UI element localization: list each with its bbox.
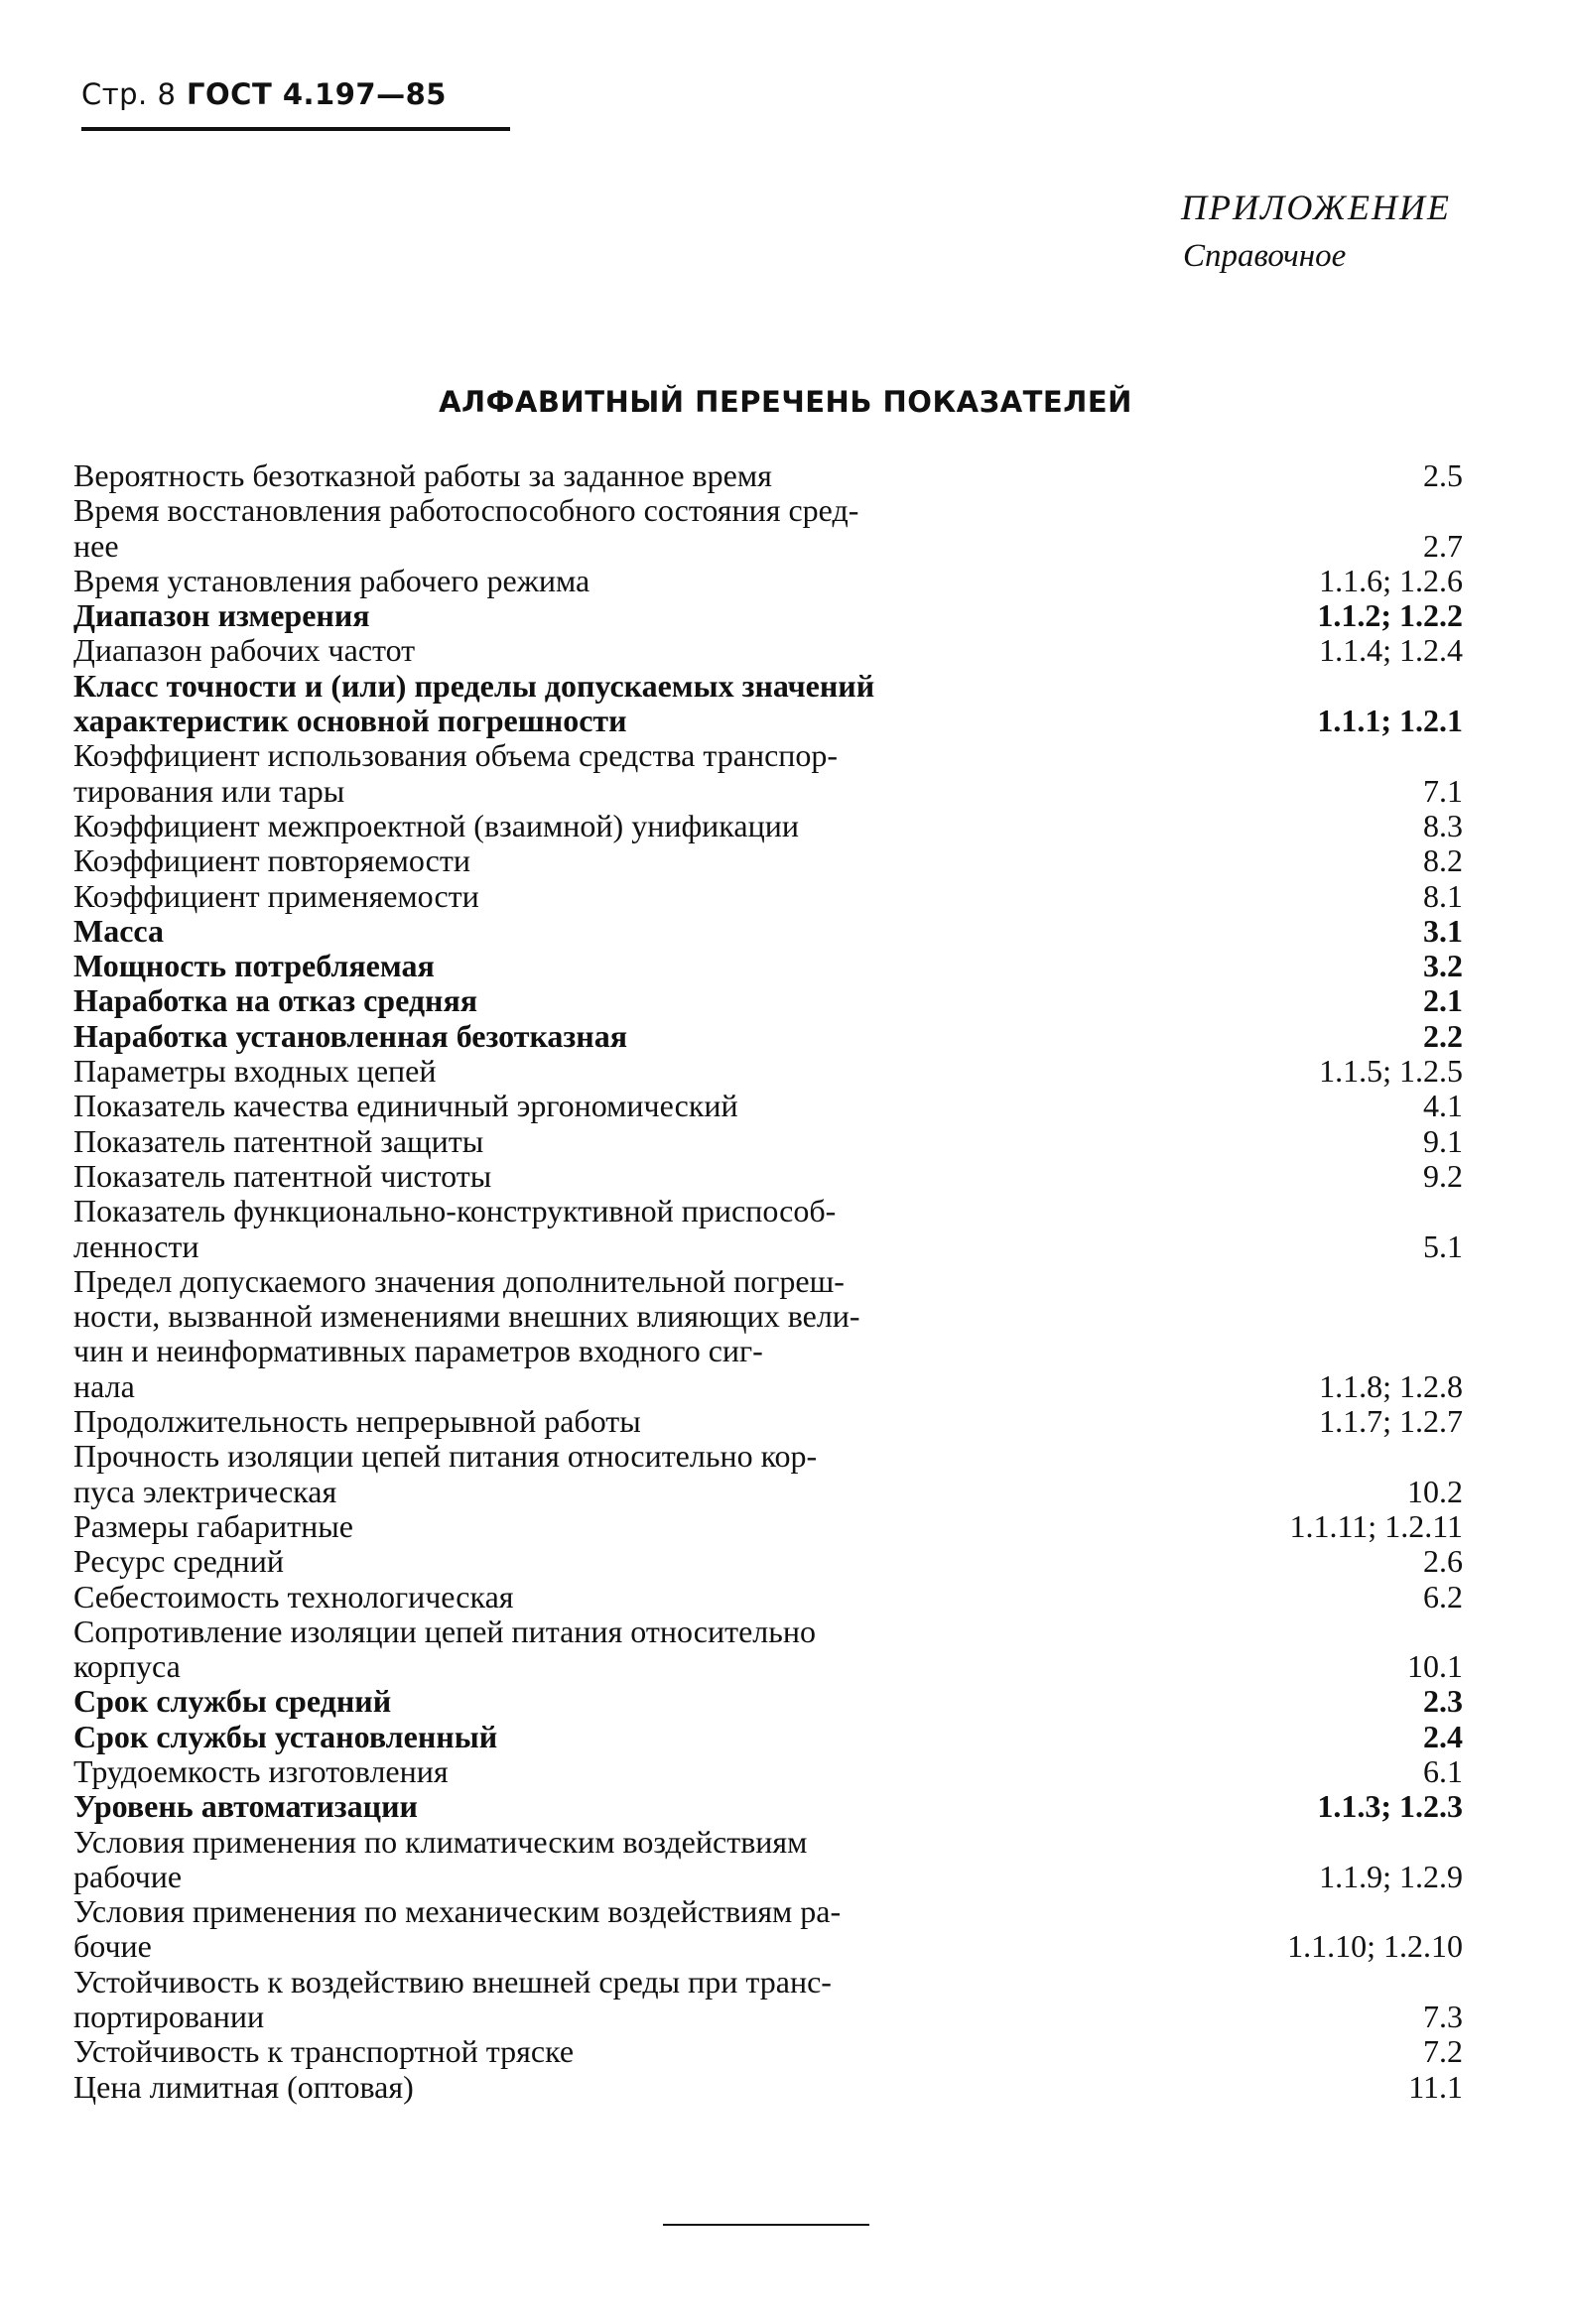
section-reference: 9.1 (1423, 1122, 1463, 1159)
indicator-name (73, 1754, 1036, 1789)
list-item (73, 1089, 1463, 1123)
indicator-name-line: Показатель качества единичный эргономический (73, 1088, 738, 1124)
section-reference: 5.1 (1423, 1227, 1463, 1264)
indicator-name-line: чин и неинформативных параметров входного сиг- (73, 1333, 763, 1369)
section-reference: 7.3 (1423, 1999, 1463, 2035)
section-reference: 9.2 (1423, 1157, 1463, 1194)
list-item (73, 1720, 1463, 1754)
header-rule (81, 127, 510, 131)
list-item (73, 1194, 1463, 1264)
section-reference: 1.1.3; 1.2.3 (1317, 1788, 1463, 1825)
indicator-name-line: Показатель патентной чистоты (73, 1157, 492, 1194)
indicator-name-line: Коэффициент повторяемости (73, 842, 470, 879)
indicator-name-line: Вероятность безотказной работы за заданное время (73, 457, 772, 493)
list-item (73, 983, 1463, 1018)
section-reference: 11.1 (1408, 2068, 1463, 2105)
indicator-name-line: Размеры габаритные (73, 1507, 353, 1544)
page-number: Стр. 8 (81, 77, 177, 111)
section-reference: 1.1.1; 1.2.1 (1317, 703, 1463, 739)
list-item (73, 1894, 1463, 1965)
indicator-name (73, 1264, 1036, 1404)
indicator-name (73, 1124, 1036, 1159)
section-reference: 8.2 (1423, 842, 1463, 879)
indicator-name (73, 1089, 1036, 1123)
list-item (73, 1054, 1463, 1089)
list-item (73, 1159, 1463, 1194)
indicator-name-line: Условия применения по механическим воздействиям ра- (73, 1893, 842, 1930)
indicator-name (73, 458, 1036, 493)
indicator-name (73, 1789, 1036, 1824)
indicator-name-line: Себестоимость технологическая (73, 1578, 514, 1614)
list-item (73, 1544, 1463, 1579)
indicator-name (73, 669, 1036, 739)
list-item (73, 633, 1463, 668)
indicator-name (73, 1965, 1036, 2035)
appendix-subtitle: Справочное (1183, 238, 1347, 274)
section-reference: 1.1.11; 1.2.11 (1289, 1507, 1463, 1544)
indicator-name (73, 1054, 1036, 1089)
indicator-name-line: рабочие (73, 1858, 183, 1894)
indicator-name (73, 2070, 1036, 2105)
indicator-name-line: Устойчивость к воздействию внешней среды при транс- (73, 1963, 832, 2000)
section-reference: 1.1.2; 1.2.2 (1317, 597, 1463, 634)
section-reference: 2.2 (1423, 1017, 1463, 1054)
indicator-name (73, 1544, 1036, 1579)
indicator-name-line: Устойчивость к транспортной тряске (73, 2033, 575, 2070)
section-reference: 8.1 (1423, 877, 1463, 914)
list-item (73, 598, 1463, 633)
list-item (73, 1264, 1463, 1404)
indicator-name-line: пуса электрическая (73, 1473, 337, 1509)
list-item (73, 669, 1463, 739)
list-item (73, 458, 1463, 493)
standard-designation: ГОСТ 4.197—85 (187, 77, 447, 111)
list-item (73, 1019, 1463, 1054)
indicator-name (73, 1720, 1036, 1754)
indicator-name (73, 738, 1036, 809)
section-reference: 2.1 (1423, 982, 1463, 1019)
list-item (73, 879, 1463, 914)
indicator-name (73, 879, 1036, 914)
list-item (73, 949, 1463, 983)
section-reference: 1.1.5; 1.2.5 (1319, 1053, 1463, 1090)
indicator-name-line: Показатель патентной защиты (73, 1122, 484, 1159)
list-item (73, 1509, 1463, 1544)
indicator-name-line: Время установления рабочего режима (73, 562, 590, 598)
section-reference: 2.3 (1423, 1683, 1463, 1720)
indicator-name (73, 1894, 1036, 1965)
section-reference: 1.1.4; 1.2.4 (1319, 632, 1463, 669)
section-reference: 3.1 (1423, 912, 1463, 949)
indicator-name-line: нала (73, 1367, 135, 1404)
list-item (73, 564, 1463, 598)
page-header (81, 77, 447, 111)
indicator-name (73, 1684, 1036, 1719)
list-item (73, 2034, 1463, 2069)
indicator-name (73, 843, 1036, 878)
indicator-name (73, 949, 1036, 983)
indicator-name-line: Условия применения по климатическим воздействиям (73, 1823, 808, 1860)
indicator-name (73, 1404, 1036, 1439)
indicator-name (73, 1194, 1036, 1264)
section-reference: 10.2 (1407, 1473, 1463, 1509)
indicator-name-line: корпуса (73, 1648, 181, 1685)
indicator-name (73, 809, 1036, 843)
indicator-name (73, 1580, 1036, 1614)
list-item (73, 1404, 1463, 1439)
indicator-name-line: Мощность потребляемая (73, 948, 435, 984)
indicator-name-line: Время восстановления работоспособного состояния сред- (73, 492, 859, 529)
list-item (73, 1754, 1463, 1789)
list-item (73, 809, 1463, 843)
indicator-name (73, 1439, 1036, 1509)
indicator-name (73, 1509, 1036, 1544)
indicator-name (73, 983, 1036, 1018)
list-item (73, 1439, 1463, 1509)
indicator-name (73, 914, 1036, 949)
indicator-name-line: Цена лимитная (оптовая) (73, 2068, 414, 2105)
bottom-rule (663, 2224, 869, 2226)
list-item (73, 738, 1463, 809)
indicator-name-line: Срок службы средний (73, 1683, 392, 1720)
list-item (73, 1124, 1463, 1159)
section-reference: 10.1 (1407, 1648, 1463, 1685)
list-item (73, 2070, 1463, 2105)
indicator-name (73, 598, 1036, 633)
section-reference: 1.1.7; 1.2.7 (1319, 1403, 1463, 1440)
section-reference: 1.1.9; 1.2.9 (1319, 1858, 1463, 1894)
indicator-name-line: Трудоемкость изготовления (73, 1752, 449, 1789)
section-reference: 8.3 (1423, 807, 1463, 843)
indicator-name-line: Продолжительность непрерывной работы (73, 1403, 641, 1440)
indicator-name-line: Срок службы установленный (73, 1718, 498, 1754)
indicator-name-line: нее (73, 527, 119, 564)
indicator-name (73, 2034, 1036, 2069)
list-item (73, 843, 1463, 878)
indicator-name-line: Коэффициент межпроектной (взаимной) унификации (73, 807, 799, 843)
section-reference: 7.1 (1423, 772, 1463, 809)
indicator-name-line: Показатель функционально-конструктивной приспособ- (73, 1193, 837, 1229)
section-reference: 7.2 (1423, 2033, 1463, 2070)
indicator-name (73, 633, 1036, 668)
indicator-name-line: Прочность изоляции цепей питания относительно кор- (73, 1438, 818, 1475)
indicator-name (73, 1614, 1036, 1685)
indicator-name (73, 1159, 1036, 1194)
section-reference: 2.4 (1423, 1718, 1463, 1754)
list-item (73, 1614, 1463, 1685)
list-item (73, 493, 1463, 564)
indicator-name-line: ности, вызванной изменениями внешних влияющих вели- (73, 1298, 860, 1335)
section-reference: 6.1 (1423, 1752, 1463, 1789)
list-item (73, 1580, 1463, 1614)
indicator-name-line: тирования или тары (73, 772, 345, 809)
indicator-name-line: Параметры входных цепей (73, 1053, 437, 1090)
section-reference: 4.1 (1423, 1088, 1463, 1124)
section-reference: 1.1.10; 1.2.10 (1287, 1928, 1463, 1965)
indicator-name-line: Предел допускаемого значения дополнительной погреш- (73, 1262, 845, 1299)
list-item (73, 1684, 1463, 1719)
section-reference: 2.6 (1423, 1543, 1463, 1580)
indicator-name-line: Диапазон измерения (73, 597, 370, 634)
indicator-name-line: Наработка установленная безотказная (73, 1017, 627, 1054)
indicator-name (73, 1825, 1036, 1895)
indicator-name-line: портировании (73, 1999, 265, 2035)
indicator-name-line: Диапазон рабочих частот (73, 632, 416, 669)
indicator-name-line: Коэффициент использования объема средства транспор- (73, 737, 839, 774)
indicator-name (73, 493, 1036, 564)
indicator-name-line: бочие (73, 1928, 152, 1965)
indicator-name-line: характеристик основной погрешности (73, 703, 627, 739)
indicator-name-line: Коэффициент применяемости (73, 877, 479, 914)
section-reference: 6.2 (1423, 1578, 1463, 1614)
appendix-title: ПРИЛОЖЕНИЕ (1181, 188, 1451, 227)
indicator-name-line: Сопротивление изоляции цепей питания относительно (73, 1613, 816, 1649)
indicator-name-line: Масса (73, 912, 164, 949)
section-reference: 2.7 (1423, 527, 1463, 564)
indicator-name-line: Наработка на отказ средняя (73, 982, 478, 1019)
list-item (73, 1965, 1463, 2035)
list-item (73, 914, 1463, 949)
index-list (73, 458, 1463, 2105)
indicator-name (73, 564, 1036, 598)
section-reference: 1.1.6; 1.2.6 (1319, 562, 1463, 598)
section-reference: 2.5 (1423, 457, 1463, 493)
indicator-name-line: Класс точности и (или) пределы допускаемых значений (73, 667, 875, 704)
indicator-name (73, 1019, 1036, 1054)
section-reference: 1.1.8; 1.2.8 (1319, 1367, 1463, 1404)
list-title: АЛФАВИТНЫЙ ПЕРЕЧЕНЬ ПОКАЗАТЕЛЕЙ (439, 385, 1132, 419)
indicator-name-line: ленности (73, 1227, 199, 1264)
indicator-name-line: Уровень автоматизации (73, 1788, 418, 1825)
indicator-name-line: Ресурс средний (73, 1543, 284, 1580)
section-reference: 3.2 (1423, 948, 1463, 984)
list-item (73, 1789, 1463, 1824)
list-item (73, 1825, 1463, 1895)
